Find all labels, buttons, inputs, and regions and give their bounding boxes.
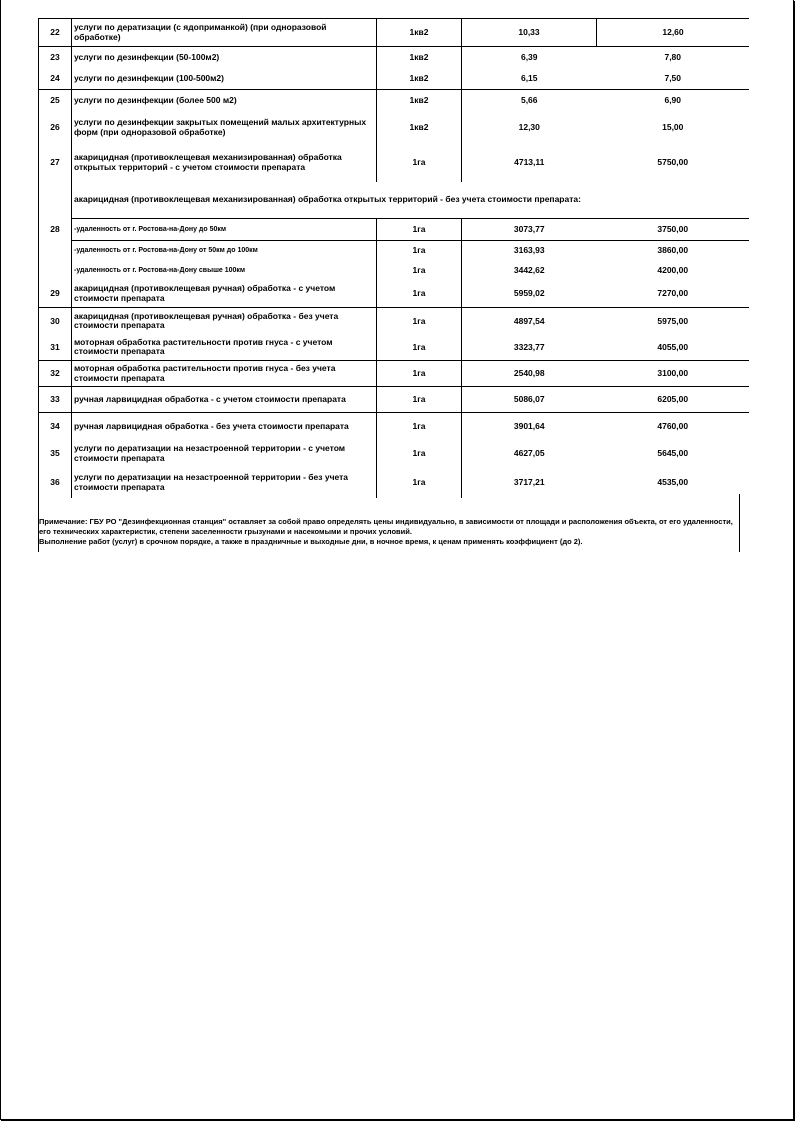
price-without-vat: 10,33 <box>462 19 597 47</box>
price-with-vat: 5645,00 <box>657 447 689 458</box>
price-table <box>38 18 749 498</box>
unit-cell: 1га <box>377 361 462 387</box>
service-description: услуги по дератизации (с ядоприманкой) (при одноразовой обработке) <box>72 19 377 47</box>
service-description: акарицидная (противоклещевая механизированная) обработка открытых территорий - без учета стоимости препарата: <box>72 182 750 219</box>
price-without-vat: 2540,98 <box>462 361 597 387</box>
service-description: услуги по дезинфекции (50-100м2) <box>72 47 377 68</box>
table-row <box>39 261 750 281</box>
price-without-vat: 3442,62 <box>462 261 597 281</box>
table-row <box>39 387 750 413</box>
service-description: услуги по дератизации на незастроенной территории - с учетом стоимости препарата <box>72 440 377 468</box>
price-without-vat: 3717,21 <box>462 468 597 498</box>
price-without-vat: 5086,07 <box>462 387 597 413</box>
table-row <box>39 241 750 261</box>
price-with-vat: 15,00 <box>662 121 684 132</box>
table-row <box>39 112 750 144</box>
price-without-vat: 5959,02 <box>462 281 597 308</box>
table-row <box>39 219 750 241</box>
service-description: акарицидная (противоклещевая ручная) обработка - с учетом стоимости препарата <box>72 281 377 308</box>
unit-cell: 1га <box>377 387 462 413</box>
service-description: ручная ларвицидная обработка - без учета стоимости препарата <box>72 413 377 440</box>
price-without-vat: 3163,93 <box>462 241 597 261</box>
price-table-wrap <box>38 18 740 498</box>
service-description: моторная обработка растительности против гнуса - с учетом стоимости препарата <box>72 335 377 361</box>
row-number: 24 <box>39 68 72 90</box>
row-number: 26 <box>39 112 72 144</box>
row-number <box>39 261 72 281</box>
row-number: 33 <box>39 387 72 413</box>
price-with-vat: 6205,00 <box>597 387 750 413</box>
price-with-vat: 5975,00 <box>657 315 689 326</box>
row-number: 34 <box>39 413 72 440</box>
price-without-vat: 4897,54 <box>462 308 597 335</box>
price-with-vat: 7,50 <box>597 68 750 90</box>
page-left-edge <box>0 0 1 1120</box>
price-with-vat: 4535,00 <box>657 476 689 487</box>
price-without-vat: 3073,77 <box>462 219 597 241</box>
unit-cell: 1га <box>377 241 462 261</box>
unit-cell: 1га <box>377 335 462 361</box>
table-row <box>39 90 750 112</box>
unit-cell: 1кв2 <box>377 19 462 47</box>
price-without-vat: 3901,64 <box>462 413 597 440</box>
unit-cell: 1кв2 <box>377 47 462 68</box>
table-row <box>39 468 750 498</box>
row-number <box>39 241 72 261</box>
service-description: -удаленность от г. Ростова-на-Дону свыше 100км <box>72 261 377 281</box>
price-with-vat: 3750,00 <box>597 219 750 241</box>
row-number <box>39 182 72 219</box>
price-without-vat: 3323,77 <box>462 335 597 361</box>
service-description: акарицидная (противоклещевая ручная) обработка - без учета стоимости препарата <box>72 308 377 335</box>
price-with-vat: 3100,00 <box>597 361 750 387</box>
price-without-vat: 6,15 <box>462 68 597 90</box>
service-description: моторная обработка растительности против гнуса - без учета стоимости препарата <box>72 361 377 387</box>
table-row <box>39 361 750 387</box>
unit-cell: 1га <box>377 144 462 182</box>
service-description: акарицидная (противоклещевая механизированная) обработка открытых территорий - с учетом стоимости препарата <box>72 144 377 182</box>
table-row <box>39 47 750 68</box>
service-description: ручная ларвицидная обработка - с учетом стоимости препарата <box>72 387 377 413</box>
unit-cell: 1кв2 <box>377 112 462 144</box>
unit-cell: 1га <box>377 281 462 308</box>
row-number: 35 <box>39 440 72 468</box>
row-number: 32 <box>39 361 72 387</box>
table-row <box>39 335 750 361</box>
price-with-vat: 7270,00 <box>597 281 750 308</box>
service-description: услуги по дезинфекции (более 500 м2) <box>72 90 377 112</box>
row-number: 28 <box>39 219 72 241</box>
price-with-vat: 7,80 <box>664 51 682 62</box>
price-with-vat: 5750,00 <box>657 156 689 167</box>
table-row <box>39 19 750 47</box>
footnote-line-1: Примечание: ГБУ РО "Дезинфекционная станция" оставляет за собой право определять цены индивидуально, в зависимости от площади и расположения объекта, от его удаленности, его технических характеристик, степени заселенности грызунами и насекомыми и прочих условий. <box>39 517 733 536</box>
table-row <box>39 68 750 90</box>
unit-cell: 1га <box>377 219 462 241</box>
row-number: 22 <box>39 19 72 47</box>
unit-cell: 1га <box>377 413 462 440</box>
price-with-vat: 6,90 <box>664 95 682 106</box>
table-row <box>39 182 750 219</box>
unit-cell: 1га <box>377 440 462 468</box>
table-row <box>39 440 750 468</box>
row-number: 29 <box>39 281 72 308</box>
price-with-vat: 4760,00 <box>657 420 689 431</box>
unit-cell: 1га <box>377 308 462 335</box>
service-description: услуги по дезинфекции закрытых помещений малых архитектурных форм (при одноразовой обработке) <box>72 112 377 144</box>
unit-cell: 1га <box>377 261 462 281</box>
service-description: -удаленность от г. Ростова-на-Дону от 50км до 100км <box>72 241 377 261</box>
footnote-line-2: Выполнение работ (услуг) в срочном порядке, а также в праздничные и выходные дни, в ночное время, к ценам применять коэффициент (до 2). <box>39 537 583 546</box>
row-number: 25 <box>39 90 72 112</box>
price-with-vat: 4200,00 <box>657 264 689 275</box>
table-row <box>39 144 750 182</box>
service-description: услуги по дезинфекции (100-500м2) <box>72 68 377 90</box>
row-number: 30 <box>39 308 72 335</box>
row-number: 31 <box>39 335 72 361</box>
price-without-vat: 4627,05 <box>462 440 597 468</box>
price-without-vat: 5,66 <box>462 90 597 112</box>
unit-cell: 1га <box>377 468 462 498</box>
service-description: услуги по дератизации на незастроенной территории - без учета стоимости препарата <box>72 468 377 498</box>
unit-cell: 1кв2 <box>377 68 462 90</box>
price-with-vat: 4055,00 <box>597 335 750 361</box>
price-with-vat: 3860,00 <box>657 245 689 256</box>
footnote-box <box>38 494 740 552</box>
price-without-vat: 4713,11 <box>462 144 597 182</box>
row-number: 27 <box>39 144 72 182</box>
price-without-vat: 6,39 <box>462 47 597 68</box>
row-number: 36 <box>39 468 72 498</box>
row-number: 23 <box>39 47 72 68</box>
table-row <box>39 413 750 440</box>
table-row <box>39 281 750 308</box>
table-row <box>39 308 750 335</box>
footnote-text <box>39 517 739 547</box>
unit-cell: 1кв2 <box>377 90 462 112</box>
service-description: -удаленность от г. Ростова-на-Дону до 50км <box>72 219 377 241</box>
price-without-vat: 12,30 <box>462 112 597 144</box>
price-with-vat: 12,60 <box>597 19 750 47</box>
